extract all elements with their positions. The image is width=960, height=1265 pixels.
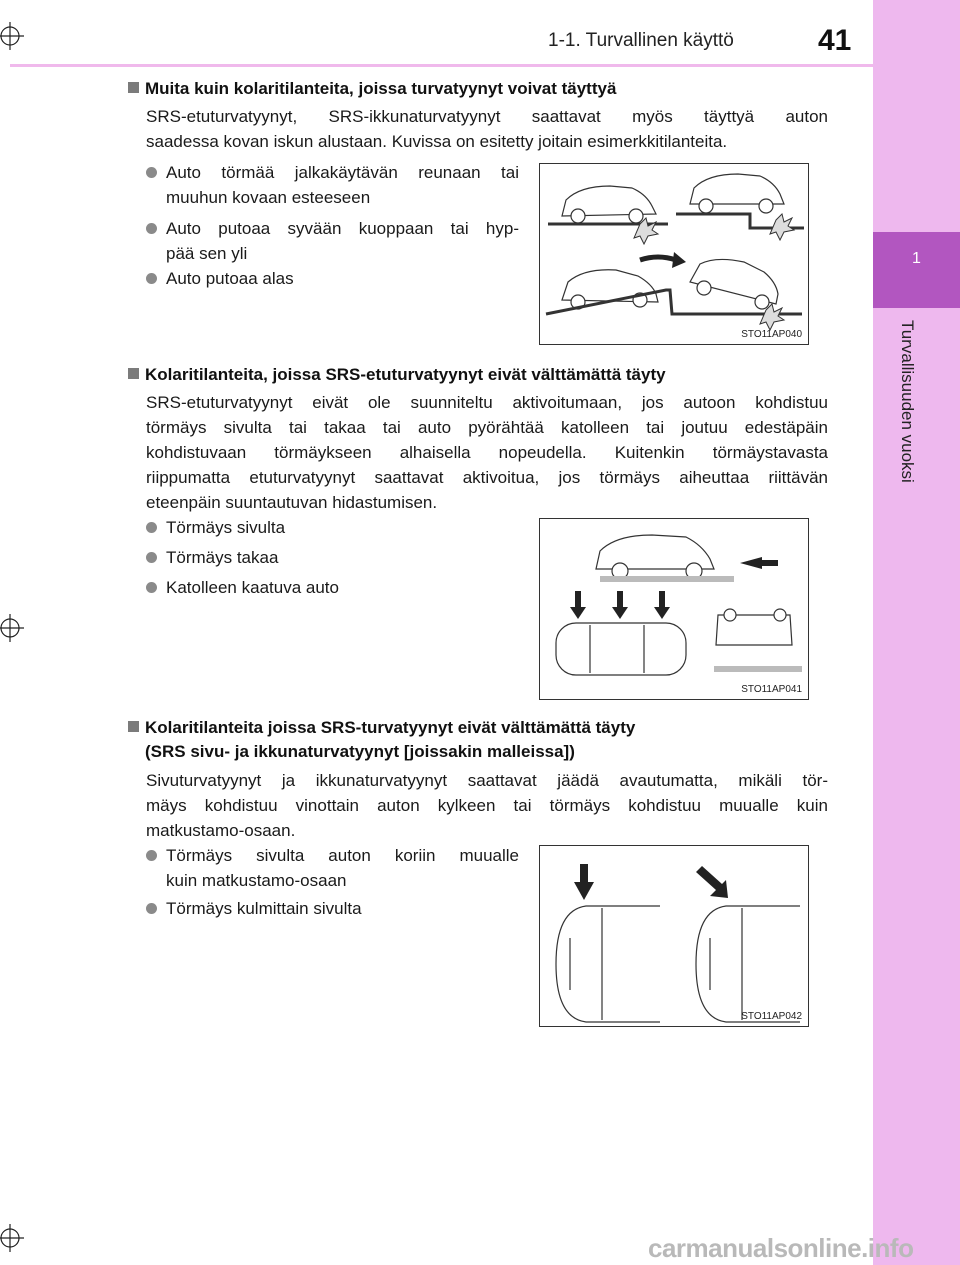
impact-arrow-icon xyxy=(612,591,628,619)
bullet-dot-icon xyxy=(146,903,157,914)
paragraph-line: matkustamo-osaan. xyxy=(146,821,296,840)
figure-illustration xyxy=(539,163,809,345)
running-header: 1-1. Turvallinen käyttö xyxy=(548,30,734,51)
crash-illustration xyxy=(540,846,808,1026)
side-tab-number: 1 xyxy=(912,250,921,267)
crop-mark-icon xyxy=(0,22,24,50)
impact-burst-icon xyxy=(770,214,794,240)
list-item xyxy=(146,515,506,540)
figure-code: STO11AP041 xyxy=(741,684,802,695)
motion-arrow-icon xyxy=(640,257,676,260)
paragraph-line: SRS-etuturvatyynyt, SRS-ikkunaturvatyynyt saattavat myös täyttyä auton xyxy=(146,107,828,126)
side-tab[interactable] xyxy=(873,232,960,308)
figure-illustration xyxy=(539,518,809,700)
crash-illustration xyxy=(540,519,808,699)
impact-arrow-icon xyxy=(696,866,728,898)
square-bullet-icon xyxy=(128,721,139,732)
bullet-dot-icon xyxy=(146,273,157,284)
list-item xyxy=(146,160,519,210)
list-item-text: Auto putoaa alas xyxy=(166,269,294,288)
list-item-text: Törmäys kulmittain sivulta xyxy=(166,899,362,918)
figure-code: STO11AP040 xyxy=(741,329,802,340)
list-item-text: Auto putoaa syvään kuoppaan tai hyp- xyxy=(166,219,519,238)
list-item-text: Törmäys sivulta auton koriin muualle xyxy=(166,846,519,865)
bullet-dot-icon xyxy=(146,582,157,593)
list-item xyxy=(146,266,519,291)
list-item-text: Törmäys takaa xyxy=(166,548,279,567)
section-heading xyxy=(128,718,635,738)
section-heading-text: Kolaritilanteita joissa SRS-turvatyynyt eivät välttämättä täyty xyxy=(145,718,636,737)
paragraph-line: eteenpäin suuntautuvan hidastumisen. xyxy=(146,493,438,512)
side-strip xyxy=(873,0,960,1265)
list-item-text: muuhun kovaan esteeseen xyxy=(166,188,371,207)
paragraph-line: SRS-etuturvatyynyt eivät ole suunniteltu aktivoitumaan, jos autoon kohdistuu xyxy=(146,393,828,412)
bullet-dot-icon xyxy=(146,223,157,234)
section-heading-line2 xyxy=(128,742,575,762)
figure-code: STO11AP042 xyxy=(741,1011,802,1022)
list-item-text: pää sen yli xyxy=(166,244,248,263)
paragraph-line: riippumatta etuturvatyynyt saattavat aktivoitua, jos törmäys aiheuttaa riittävän xyxy=(146,468,828,487)
list-item-text: Katolleen kaatuva auto xyxy=(166,578,339,597)
list-item xyxy=(146,216,519,266)
paragraph-line: saadessa kovan iskun alustaan. Kuvissa on esitetty joitain esimerkkitilanteita. xyxy=(146,132,728,151)
crop-mark-icon xyxy=(0,1224,24,1252)
bullet-dot-icon xyxy=(146,850,157,861)
square-bullet-icon xyxy=(128,368,139,379)
list-item-text: Auto törmää jalkakäytävän reunaan tai xyxy=(166,163,519,182)
list-item-text: kuin matkustamo-osaan xyxy=(166,871,347,890)
list-item xyxy=(146,575,506,600)
impact-arrow-icon xyxy=(570,591,586,619)
section-heading-text: (SRS sivu- ja ikkunaturvatyynyt [joissakin malleissa]) xyxy=(145,742,575,761)
impact-arrow-icon xyxy=(574,864,594,900)
list-item-text: Törmäys sivulta xyxy=(166,518,286,537)
impact-arrow-icon xyxy=(740,557,762,569)
list-item xyxy=(146,843,519,893)
paragraph-line: kohdistuvaan törmäykseen alhaisella nopeudella. Kuitenkin törmäystavasta xyxy=(146,443,828,462)
footer-watermark[interactable]: carmanualsonline.info xyxy=(648,1233,914,1263)
bullet-dot-icon xyxy=(146,552,157,563)
section-heading-text: Muita kuin kolaritilanteita, joissa turvatyynyt voivat täyttyä xyxy=(145,79,617,98)
section-heading xyxy=(128,79,616,99)
paragraph-line: törmäys sivulta tai takaa tai auto pyörähtää katolleen tai joutuu edestäpäin xyxy=(146,418,828,437)
side-tab-label: Turvallisuuden vuoksi xyxy=(898,320,917,483)
page-number: 41 xyxy=(818,24,852,57)
crop-mark-icon xyxy=(0,614,24,642)
impact-arrow-icon xyxy=(654,591,670,619)
section-heading-text: Kolaritilanteita, joissa SRS-etuturvatyynyt eivät välttämättä täyty xyxy=(145,365,666,384)
paragraph xyxy=(146,768,828,843)
list-item xyxy=(146,896,519,921)
paragraph xyxy=(146,104,828,154)
list-item xyxy=(146,545,506,570)
paragraph-line: Sivuturvatyynyt ja ikkunaturvatyynyt saattavat jäädä avautumatta, mikäli tör- xyxy=(146,771,828,790)
paragraph xyxy=(146,390,828,515)
paragraph-line: mäys kohdistuu vinottain auton kylkeen tai törmäys kohdistuu muualle kuin xyxy=(146,796,828,815)
bullet-dot-icon xyxy=(146,167,157,178)
square-bullet-icon xyxy=(128,82,139,93)
bullet-dot-icon xyxy=(146,522,157,533)
crash-illustration xyxy=(540,164,808,344)
section-heading xyxy=(128,365,666,385)
figure-illustration xyxy=(539,845,809,1027)
header-rule xyxy=(10,64,873,67)
